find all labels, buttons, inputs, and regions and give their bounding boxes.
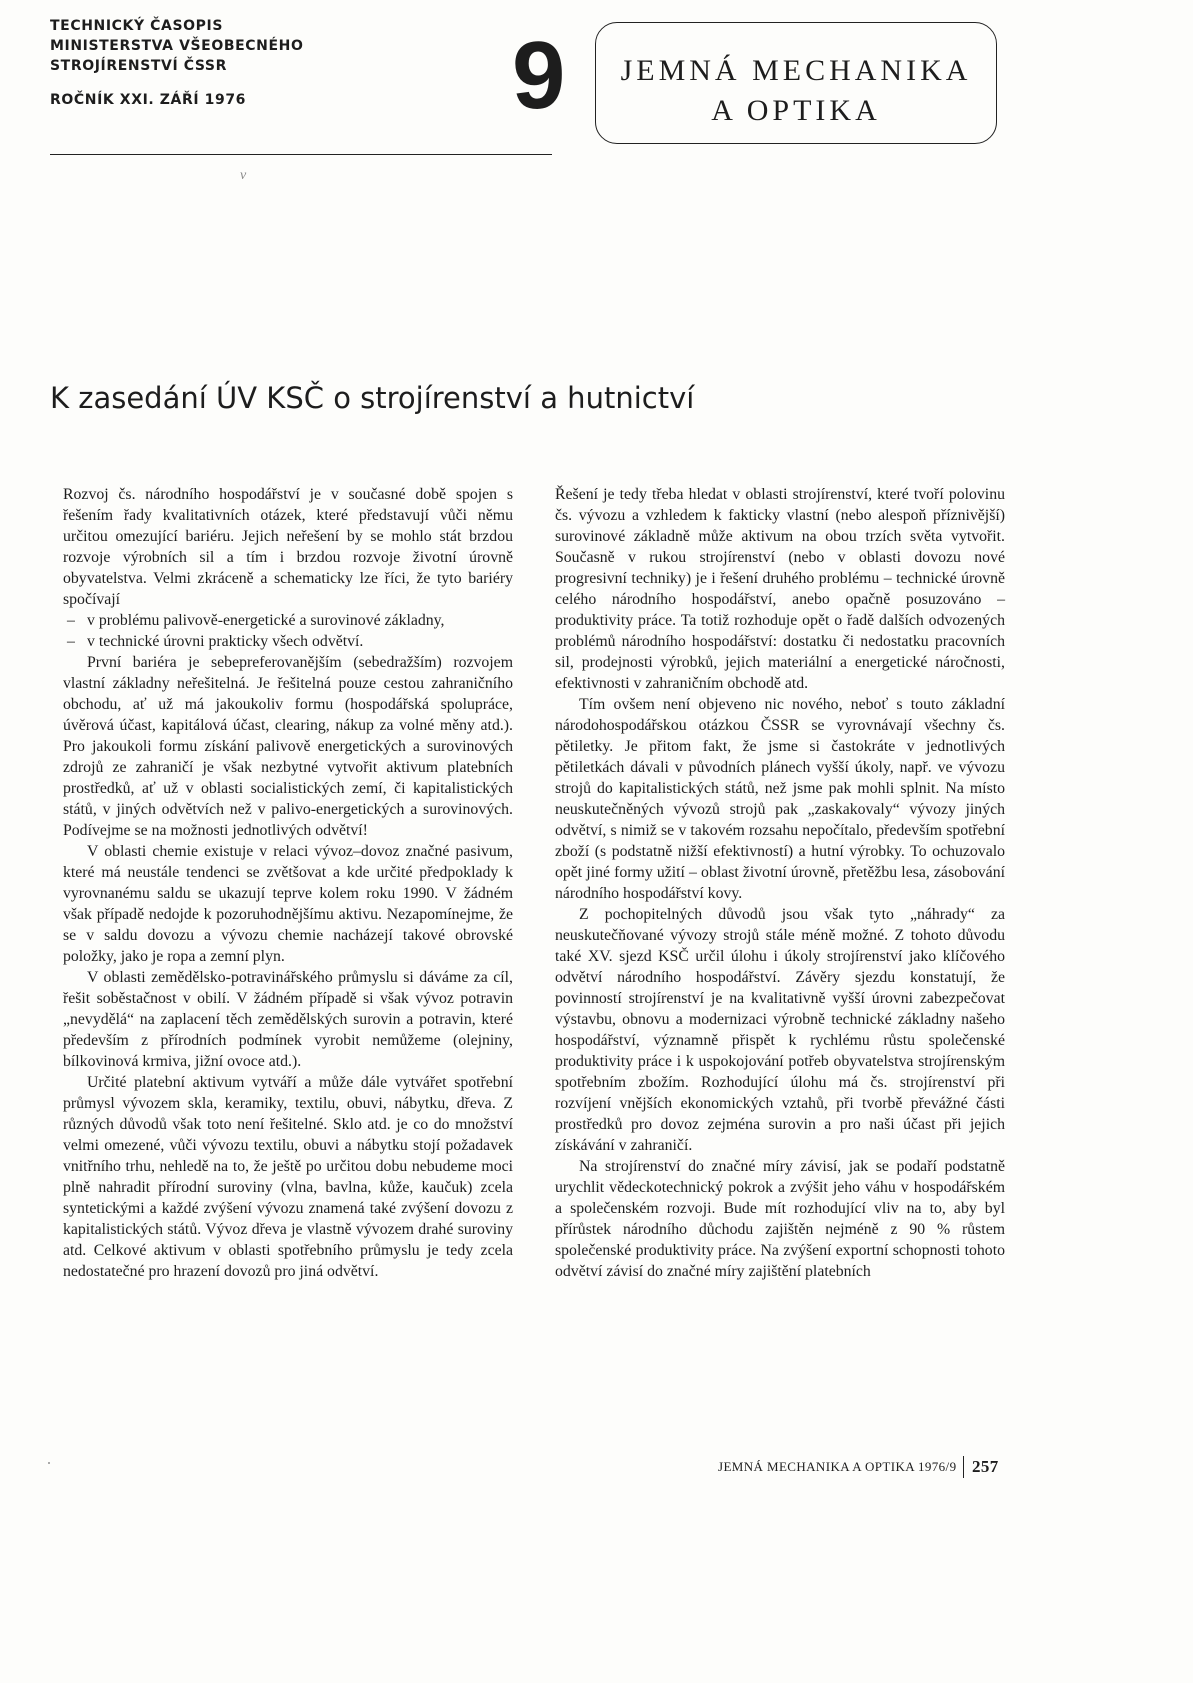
issue-number: 9 [512, 22, 566, 129]
journal-title-line-1: JEMNÁ MECHANIKA [620, 54, 972, 87]
paragraph: Řešení je tedy třeba hledat v oblasti strojírenství, které tvoří polovinu čs. vývozu a vzhledem k fakticky vlastní (nebo alespoň příznivější) surovinové základně může aktivum na obou trzích světa vytvořit. Současně v rukou strojírenství (nebo v oblasti dovozu nové progresivní techniky) je i řešení druhého problému – technické úrovně celého národního hospodářství, anebo opačně posuzováno – produktivity práce. Ta totiž rozhoduje opět o řadě dalších odvozených problémů národního hospodářství: dostatku či nedostatku pracovních sil, prodejnosti výrobků, jejich materiální a energetické náročnosti, efektivnosti v zahraničním obchodě atd. [555, 486, 1005, 692]
footer-separator [963, 1456, 964, 1478]
journal-title-line-2: A OPTIKA [711, 94, 881, 127]
scan-speck [48, 1462, 50, 1464]
paragraph: Tím ovšem není objeveno nic nového, neboť s touto základní národohospodářskou otázkou ČSSR se vyrovnávají všechny čs. pětiletky. Je přitom fakt, že jsme si častokráte v jednotlivých pětiletkách dávali v původních plánech vyšší úkoly, např. ve vývozu strojů do kapitalistických států, než jsme pak mohli splnit. Na místo neuskutečněných vývozů strojů pak „zaskakovaly“ vývozy jiných odvětví, s nimiž se v takovém rozsahu nepočítalo, především spotřební zboží (s podstatně nižší efektivností) a hutní výrobky. To ochuzovalo opět jiné formy užití – oblast životní úrovně, přetěžbu lesa, zásobování národního hospodářství kovy. [555, 696, 1005, 902]
list-item: – v technické úrovni prakticky všech odvětví. [63, 631, 513, 652]
paragraph: V oblasti chemie existuje v relaci vývoz–dovoz značné pasivum, které má neustále tendenci se zvětšovat a kde určité předpoklady k vyrovnanému saldu se ukazují teprve kolem roku 1990. V žádném však případě nedojde k pozoruhodnějšímu aktivu. Nezapomínejme, že se v saldu dovozu a vývozu chemie nacházejí takové obrovské položky, jako je ropa a zemní plyn. [63, 843, 513, 965]
left-column [63, 484, 513, 1282]
paragraph: První bariéra je sebepreferovanějším (sebedražším) rozvojem vlastní základny neřešitelná. Je řešitelná pouze cestou zahraničního obchodu, ať už má jakoukoliv formu (hospodářská spolupráce, úvěrová účast, kapitálová účast, clearing, nákup za volné měny atd.). Pro jakoukoli formu získání palivově energetických a surovinových zdrojů ze zahraničí je však nezbytné vytvořit aktivum platebních prostředků, ať už v oblasti socialistických zemí, či kapitalistických států, v jiných odvětvích než v palivo-energetických a surovinových. Podívejme se na možnosti jednotlivých odvětví! [63, 654, 513, 839]
article-headline: K zasedání ÚV KSČ o strojírenství a hutnictví [50, 381, 695, 415]
paragraph: V oblasti zemědělsko-potravinářského průmyslu si dáváme za cíl, řešit soběstačnost v obilí. V žádném případě si však vývoz potravin „nevydělá“ na zaplacení těch zemědělských surovin a potravin, které především z přírodních podmínek vyrobit nemůžeme (olejniny, bílkovinová krmiva, jižní ovoce atd.). [63, 969, 513, 1070]
paragraph: Určité platební aktivum vytváří a může dále vytvářet spotřební průmysl vývozem skla, keramiky, textilu, obuvi, nábytku, dřeva. Z různých důvodů však toto není řešitelné. Sklo atd. je co do množství velmi omezené, vůči vývozu textilu, obuvi a nábytku stojí požadavek vnitřního trhu, nehledě na to, že ještě po určitou dobu nebudeme moci plně nahradit přírodní suroviny (vlna, bavlna, kůže, kaučuk) zcela syntetickými a každé zvýšení vývozu znamená také zvýšení dovozu z kapitalistických států. Vývoz dřeva je vlastně vývozem drahé suroviny atd. Celkové aktivum v oblasti spotřebního průmyslu je tedy zcela nedostatečné pro hrazení dovozů pro jiná odvětví. [63, 1074, 513, 1280]
masthead-rule [50, 154, 552, 155]
masthead [50, 16, 304, 110]
page-number: 257 [972, 1457, 999, 1476]
right-column [555, 484, 1005, 1282]
list-item: – v problému palivově-energetické a surovinové základny, [63, 610, 513, 631]
masthead-line-2: MINISTERSTVA VŠEOBECNÉHO [50, 38, 304, 54]
footer-journal: JEMNÁ MECHANIKA A OPTIKA 1976/9 [718, 1459, 957, 1474]
paragraph: Rozvoj čs. národního hospodářství je v současné době spojen s řešením řady kvalitativních otázek, které představují vůči němu určitou omezující bariéru. Jejich neřešení by se mohlo stát brzdou rozvoje výrobních sil a tím i brzdou rozvoje životní úrovně obyvatelstva. Velmi zkráceně a schematicky lze říci, že tyto bariéry spočívají [63, 486, 513, 608]
page-footer [718, 1454, 1003, 1480]
pencil-mark: v [240, 168, 247, 183]
masthead-line-3: STROJÍRENSTVÍ ČSSR [50, 58, 227, 74]
paragraph: Z pochopitelných důvodů jsou však tyto „náhrady“ za neuskutečňované vývozy strojů stále méně možné. Z tohoto důvodu také XV. sjezd KSČ určil úlohu i úkoly strojírenství jako klíčového odvětví národního hospodářství. Závěry sjezdu konstatují, že povinností strojírenství je na kvalitativně vyšší úrovni zabezpečovat výstavbu, obnovu a modernizaci výrobně technické základny našeho hospodářství, významně přispět k rychlému růstu společenské produktivity práce i k uspokojování potřeb obyvatelstva strojírenským spotřebním zbožím. Rozhodující úlohu má čs. strojírenství při rozvíjení vnějších ekonomických vztahů, při tvorbě převážné části prostředků pro dovoz zejména surovin a pro naši účast při jejich získávání v zahraničí. [555, 906, 1005, 1154]
masthead-line-1: TECHNICKÝ ČASOPIS [50, 18, 224, 34]
volume-date: ROČNÍK XXI. ZÁŘÍ 1976 [50, 92, 247, 108]
paragraph: Na strojírenství do značné míry závisí, jak se podaří podstatně urychlit vědeckotechnický pokrok a zvýšit jeho váhu v hospodářském a společenském rozvoji. Bude mít rozhodující vliv na to, aby byl přírůstek národního důchodu zajištěn nejméně z 90 % růstem společenské produktivity práce. Na zvýšení exportní schopnosti tohoto odvětví závisí do značné míry zajištění platebních [555, 1158, 1005, 1280]
journal-title-box [595, 22, 997, 144]
